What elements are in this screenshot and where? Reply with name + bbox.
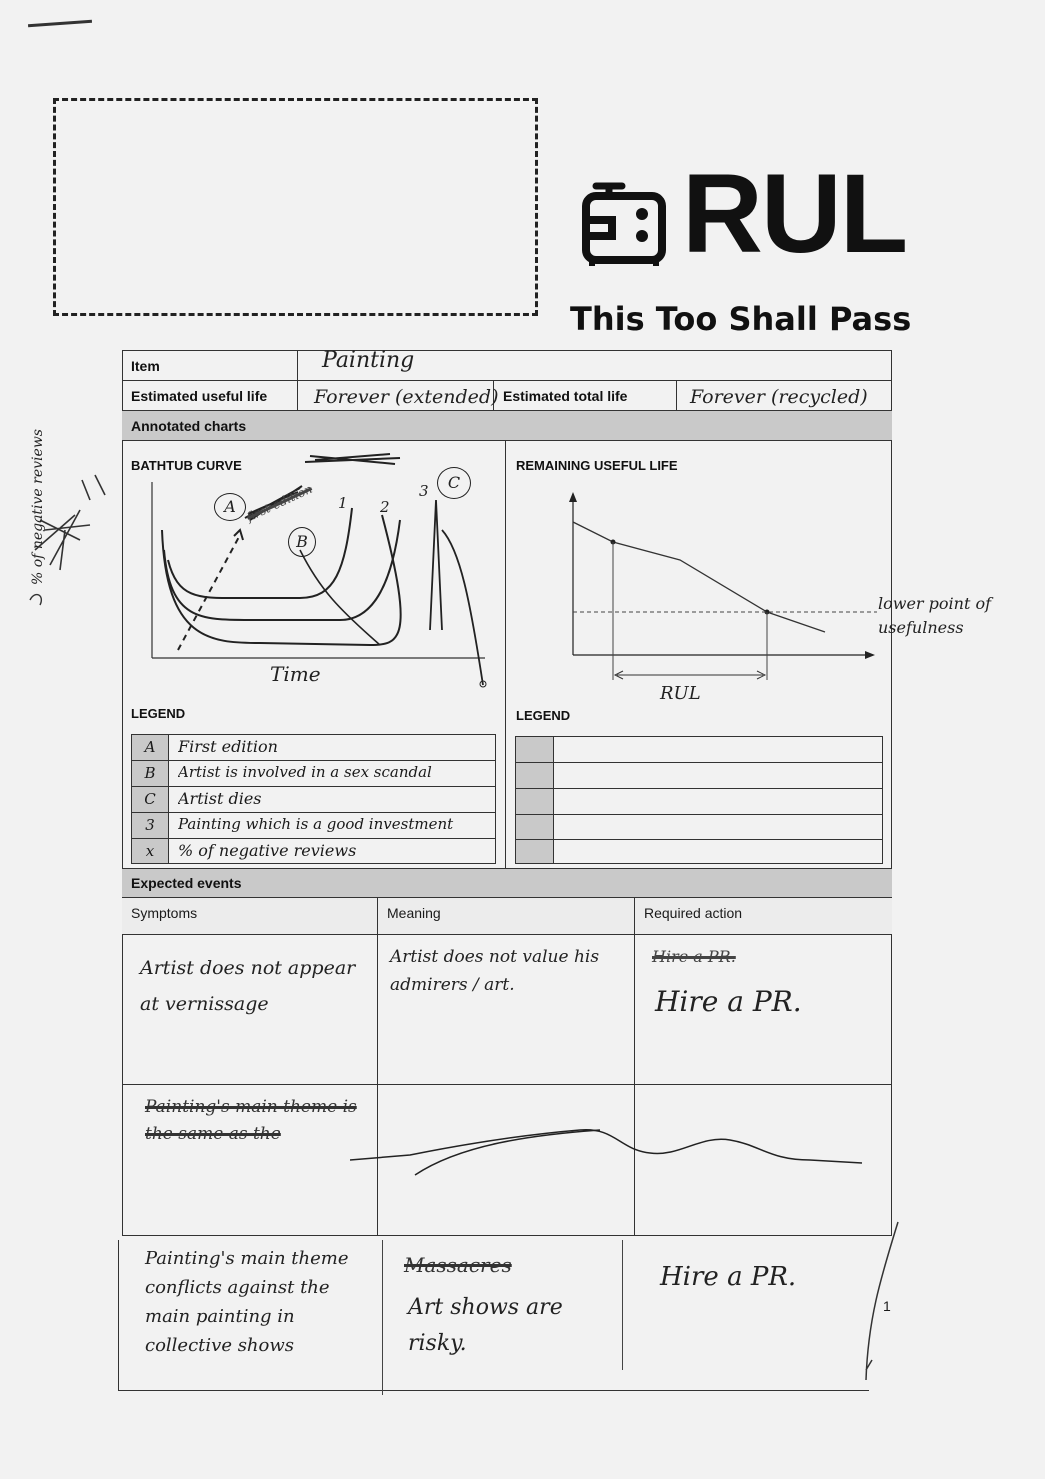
- bathtub-curve-mid: [164, 520, 400, 620]
- bathtub-x-label: Time: [270, 662, 321, 686]
- legend-key-c: C: [144, 790, 156, 808]
- item-value: Painting: [322, 348, 415, 373]
- logo-text: RUL: [682, 151, 907, 276]
- tagline: This Too Shall Pass: [570, 300, 912, 338]
- item-label: Item: [131, 358, 160, 374]
- bathtub-curve-low: [162, 515, 401, 645]
- page-number: 1: [883, 1298, 891, 1314]
- row3-action: Hire a PR.: [660, 1262, 797, 1292]
- row1-meaning: Artist does not value his admirers / art.: [390, 947, 600, 995]
- legend-desc-a: First edition: [178, 737, 278, 756]
- rul-degradation-curve: [573, 522, 825, 632]
- row1-symptom: Artist does not appear at vernissage: [140, 957, 356, 1015]
- row1-action: Hire a PR.: [655, 985, 802, 1018]
- legend-key-a: A: [144, 738, 156, 756]
- expected-events-label: Expected events: [131, 875, 242, 891]
- header-required-action: Required action: [644, 905, 743, 921]
- legend-key-x: x: [145, 842, 155, 860]
- legend-desc-x: % of negative reviews: [178, 841, 357, 860]
- rul-legend-title: LEGEND: [516, 708, 571, 723]
- rul-legend-table: [515, 736, 883, 864]
- legend-desc-c: Artist dies: [178, 789, 262, 808]
- bathtub-legend-title: LEGEND: [131, 706, 186, 721]
- mark-c: C: [437, 467, 471, 499]
- logo: [578, 151, 907, 278]
- bathtub-spike: [430, 500, 483, 685]
- mark-2: 2: [380, 498, 390, 516]
- total-life-label: Estimated total life: [503, 388, 628, 404]
- row1-action-crossed: Hire a PR.: [652, 947, 736, 966]
- mark-3: 3: [419, 482, 429, 500]
- bathtub-legend-table: [131, 734, 496, 864]
- row3-meaning: Art shows are risky.: [408, 1295, 563, 1356]
- legend-key-b: B: [144, 764, 156, 782]
- stray-mark: [28, 20, 92, 27]
- rul-chart: [505, 480, 890, 700]
- row3-bracket: [850, 1220, 900, 1390]
- header-symptoms: Symptoms: [131, 905, 198, 921]
- annotated-charts-label: Annotated charts: [131, 418, 247, 434]
- useful-life-label: Estimated useful life: [131, 388, 268, 404]
- legend-desc-b: Artist is involved in a sex scandal: [178, 763, 432, 781]
- row3-symptom: Painting's main theme conflicts against the main painting in collective shows: [145, 1248, 349, 1356]
- photo-placeholder-box: [53, 98, 538, 316]
- header-meaning: Meaning: [387, 905, 441, 921]
- mark-1: 1: [338, 494, 348, 512]
- mark-b: B: [288, 527, 316, 557]
- events-header-row: [122, 898, 892, 934]
- bathtub-title: BATHTUB CURVE: [131, 458, 242, 473]
- useful-life-value: Forever (extended): [314, 386, 499, 408]
- margin-scribbles: [20, 470, 140, 630]
- crossed-note: first edition: [244, 481, 315, 525]
- threshold-note: lower point of usefulness: [878, 594, 992, 637]
- rul-label: RUL: [660, 683, 701, 704]
- mark-a: A: [214, 493, 246, 521]
- total-life-value: Forever (recycled): [690, 386, 868, 408]
- legend-key-3: 3: [145, 816, 155, 834]
- legend-desc-3: Painting which is a good investment: [178, 815, 454, 833]
- title-scribble: [305, 454, 400, 464]
- sewing-machine-icon: [578, 176, 670, 268]
- row2-symptom-crossed: Painting's main theme is the same as the: [145, 1097, 357, 1144]
- bathtub-y-label: % of negative reviews: [30, 429, 46, 585]
- rul-title: REMAINING USEFUL LIFE: [516, 458, 678, 473]
- bathtub-curve-high: [168, 508, 352, 598]
- row2-wave-scribble: [350, 1115, 870, 1185]
- row3-meaning-crossed: Massacres: [404, 1253, 512, 1277]
